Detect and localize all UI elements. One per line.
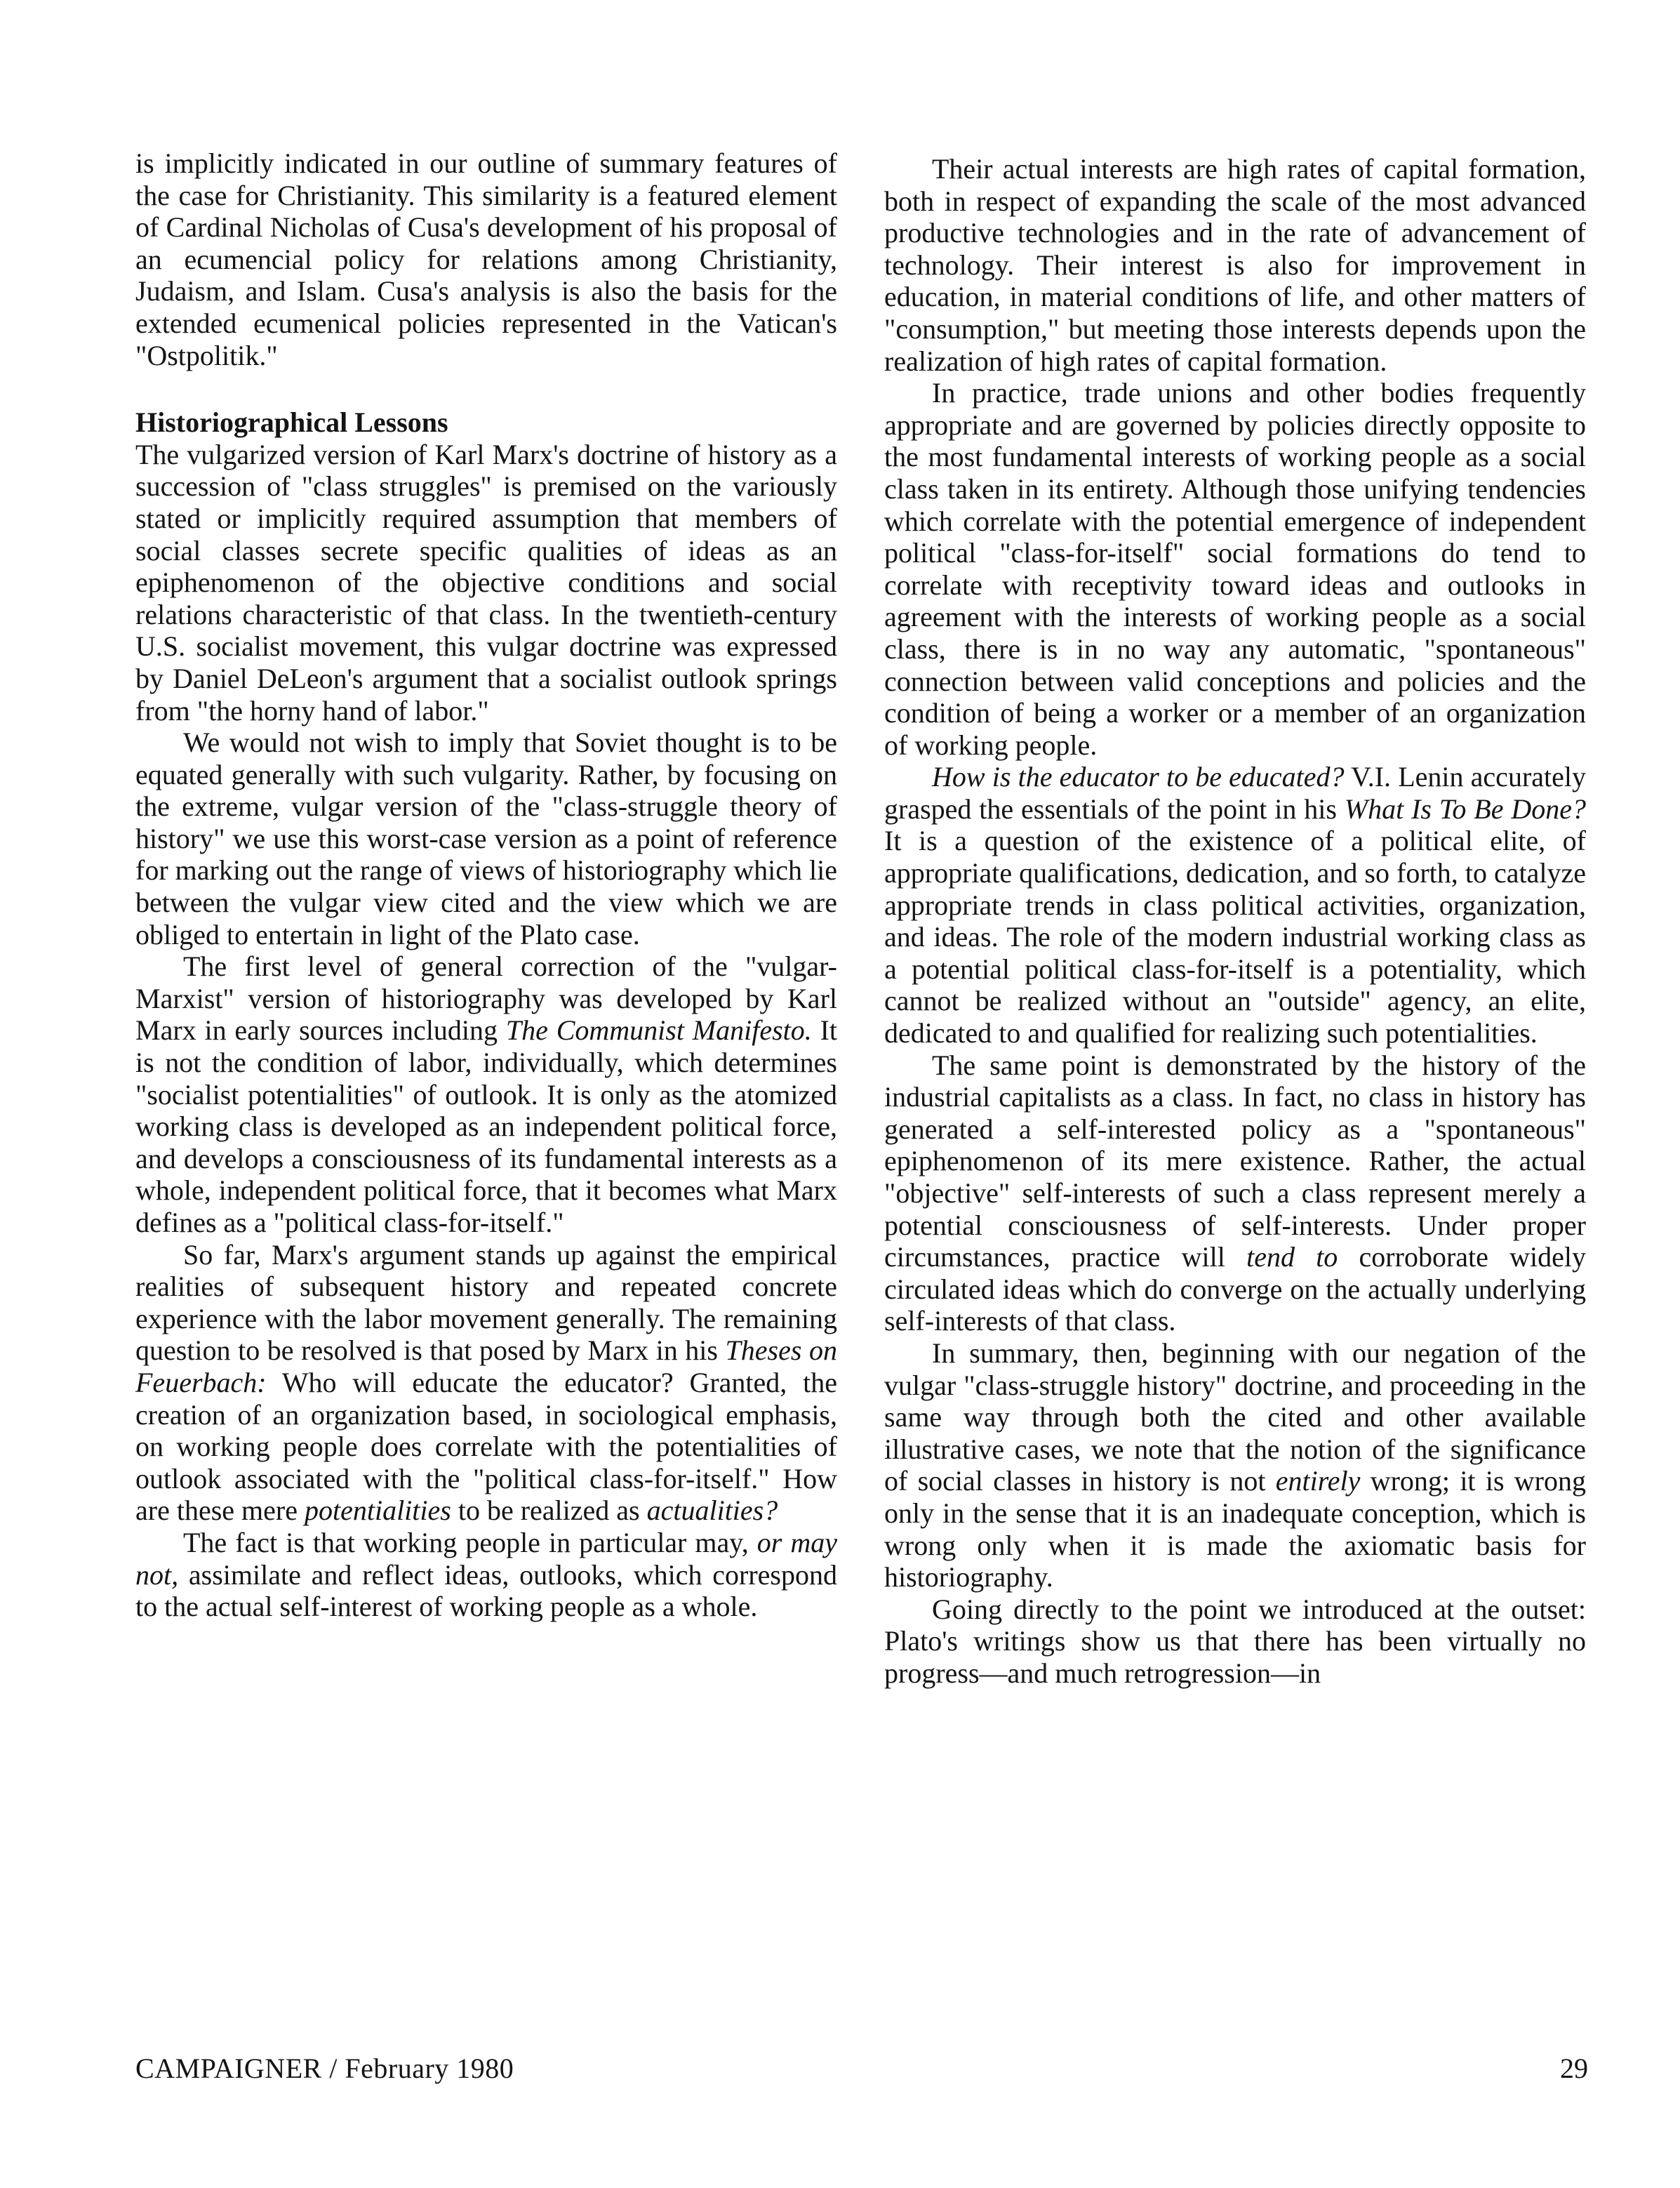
text-run: It is a question of the existence of a political elite, of appropriate qualifications, dedication, and so forth, to catalyze appropriate trends in class political activities, organization, and ideas. The role of the modern industrial working class as a potential political class-for-itself is a potentiality, which cannot be realized without an "outside" agency, an elite, dedicated to and qualified for realizing such potentialities.	[884, 825, 1586, 1049]
text-run: corroborate widely circulated ideas which do converge on the actually underlying self-interests of that class.	[884, 1241, 1586, 1337]
text-run: In summary, then, beginning with our negation of the vulgar "class-struggle history" doctrine, and proceeding in the same way through both the cited and other available illustrative cases, we note that the notion of the significance of social classes in history is not	[884, 1337, 1586, 1497]
paragraph: Going directly to the point we introduced at the outset: Plato's writings show us that there has been virtually no progress—and much retrogression—in	[884, 1593, 1586, 1689]
paragraph	[135, 727, 837, 950]
italic-emphasis: How is the educator to be educated?	[932, 761, 1345, 793]
right-column	[884, 153, 1586, 1690]
text-run: The first level of general correction of the "vulgar-Marxist" version of historiography was developed by Karl Marx in early sources including	[135, 950, 837, 1047]
text-run: The same point is demonstrated by the history of the industrial capitalists as a class. In fact, no class in history has generated a self-interested policy as a "spontaneous" epiphenomenon of its mere existence. Rather, the actual "objective" self-interests of such a class represent merely a potential consciousness of self-interests. Under proper circumstances, practice will	[884, 1049, 1586, 1273]
italic-emphasis: entirely	[1275, 1465, 1361, 1497]
paragraph: Their actual interests are high rates of capital formation, both in respect of expanding the scale of the most advanced productive technologies and in the rate of advancement of technology. Their interest is also for improvement in education, in material conditions of life, and other matters of "consumption," but meeting those interests depends upon the realization of high rates of capital formation.	[884, 153, 1586, 377]
publication-line: CAMPAIGNER / February 1980	[135, 2053, 514, 2084]
text-run: to be realized as	[451, 1494, 647, 1527]
left-column	[135, 147, 837, 1623]
italic-emphasis: actualities?	[646, 1494, 778, 1527]
text-run: V.I. Lenin accurately grasped the essentials of the point in his	[884, 761, 1586, 825]
italic-emphasis: potentialities	[304, 1494, 451, 1527]
italic-title: Theses on Feuerbach:	[135, 1334, 837, 1398]
text-run: Who will educate the educator? Granted, the creation of an organization based, in sociological emphasis, on working people does correlate with the potentialities of outlook associated with the "political class-for-itself." How are these mere	[135, 1366, 837, 1527]
paragraph	[135, 1527, 837, 1623]
paragraph	[135, 1239, 837, 1527]
paragraph: is implicitly indicated in our outline of summary features of the case for Christianity. This similarity is a featured element of Cardinal Nicholas of Cusa's development of his proposal of an ecumencial policy for relations among Christianity, Judaism, and Islam. Cusa's analysis is also the basis for the extended ecumenical policies represented in the Vatican's "Ostpolitik."	[135, 147, 837, 371]
text-run: It is not the condition of labor, individually, which determines "socialist potentialities" of outlook. It is only as the atomized working class is developed as an independent political force, and develops a consciousness of its fundamental interests as a whole, independent political force, that it becomes what Marx defines as a "political class-for-itself."	[135, 1014, 838, 1238]
text-run: We would not wish to imply that Soviet thought is to be equated generally with such vulgarity. Rather, by focusing on the extreme, vulgar version of the "class-struggle theory of history" we use this worst-case version as a point of reference for marking out the range of views of historiography which lie between the vulgar view cited and the view which we are obliged to entertain in light of the Plato case.	[135, 727, 837, 950]
text-run: So far, Marx's argument stands up against the empirical realities of subsequent history and repeated concrete experience with the labor movement generally. The remaining question to be resolved is that posed by Marx in his	[135, 1238, 837, 1367]
italic-title: The Communist Manifesto.	[505, 1014, 812, 1047]
text-run: The fact is that working people in particular may,	[183, 1526, 757, 1558]
italic-emphasis: or may not,	[135, 1526, 837, 1591]
paragraph: The vulgarized version of Karl Marx's doctrine of history as a succession of "class struggles" is premised on the variously stated or implicitly required assumption that members of social classes secrete specific qualities of ideas as an epiphenomenon of the objective conditions and social relations characteristic of that class. In the twentieth-century U.S. socialist movement, this vulgar doctrine was expressed by Daniel DeLeon's argument that a socialist outlook springs from "the horny hand of labor."	[135, 438, 837, 727]
italic-title: What Is To Be Done?	[1344, 793, 1586, 825]
paragraph	[884, 1049, 1586, 1337]
paragraph	[884, 1337, 1586, 1593]
paragraph: In practice, trade unions and other bodies frequently appropriate and are governed by policies directly opposite to the most fundamental interests of working people as a social class taken in its entirety. Although those unifying tendencies which correlate with the potential emergence of independent political "class-for-itself" social formations do tend to correlate with receptivity toward ideas and outlooks in agreement with the interests of working people as a social class, there is in no way any automatic, "spontaneous" connection between valid conceptions and policies and the condition of being a worker or a member of an organization of working people.	[884, 377, 1586, 761]
paragraph	[884, 761, 1586, 1049]
text-run: wrong; it is wrong only in the sense that it is an inadequate conception, which is wrong only when it is made the axiomatic basis for historiography.	[884, 1465, 1587, 1593]
paragraph	[135, 950, 837, 1238]
section-heading: Historiographical Lessons	[135, 406, 448, 439]
page-number: 29	[1560, 2053, 1588, 2084]
text-run: assimilate and reflect ideas, outlooks, which correspond to the actual self-interest of working people as a whole.	[135, 1558, 837, 1623]
italic-emphasis: tend to	[1246, 1241, 1338, 1273]
